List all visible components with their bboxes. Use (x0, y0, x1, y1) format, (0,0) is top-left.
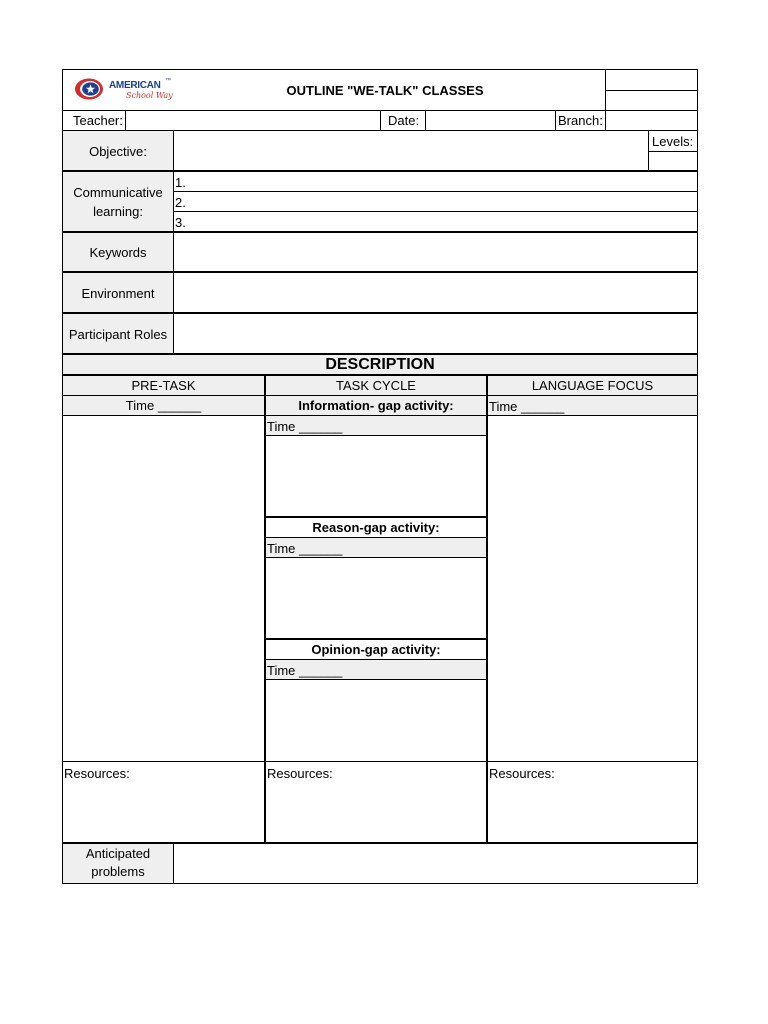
rule (265, 659, 487, 660)
environment-field[interactable] (174, 273, 697, 312)
participant-roles-field[interactable] (174, 314, 697, 353)
communicative-label (63, 172, 173, 232)
communicative-item-2[interactable]: 2. (175, 195, 186, 210)
keywords-label: Keywords (89, 245, 147, 260)
anticipated-line2: problems (91, 864, 145, 879)
pre-task-resources-label: Resources: (64, 766, 130, 781)
info-gap-activity-title: Information- gap activity: (298, 398, 454, 413)
communicative-label-line1: Communicative (73, 185, 163, 200)
teacher-field[interactable] (126, 111, 380, 130)
pre-task-time: Time ______ (125, 398, 202, 413)
task-cycle-resources-label: Resources: (267, 766, 333, 781)
branch-field[interactable] (606, 111, 698, 130)
objective-label: Objective: (89, 143, 147, 159)
participant-roles-label: Participant Roles (68, 326, 168, 342)
opinion-gap-activity-title: Opinion-gap activity: (311, 642, 441, 657)
reason-gap-activity-title: Reason-gap activity: (312, 520, 440, 535)
date-label: Date: (388, 113, 420, 128)
teacher-label: Teacher: (73, 113, 123, 128)
pre-task-content[interactable] (63, 416, 264, 761)
page-title: OUTLINE "WE-TALK" CLASSES (286, 82, 484, 98)
environment-label: Environment (81, 285, 155, 301)
levels-label: Levels: (652, 134, 694, 149)
language-focus-resources-label: Resources: (489, 766, 555, 781)
rule (605, 69, 606, 111)
communicative-label-line2: learning: (93, 204, 143, 219)
logo-trademark: ™ (165, 78, 171, 84)
logo (74, 76, 174, 104)
rule (173, 211, 698, 212)
opinion-gap-content[interactable] (266, 680, 486, 761)
column-header-language-focus: LANGUAGE FOCUS (531, 378, 654, 393)
description-title: DESCRIPTION (325, 356, 435, 373)
branch-label: Branch: (558, 113, 603, 128)
column-header-task-cycle: TASK CYCLE (336, 378, 416, 393)
rule (62, 761, 698, 762)
anticipated-problems-label (63, 843, 173, 883)
logo-subtitle: School Way (126, 91, 173, 100)
communicative-item-3[interactable]: 3. (175, 215, 186, 230)
anticipated-problems-field[interactable] (174, 844, 697, 883)
language-focus-content[interactable] (488, 416, 697, 761)
column-header-pre-task: PRE-TASK (131, 378, 196, 393)
rule (173, 191, 698, 192)
rule (605, 90, 698, 91)
logo-brand: AMERICAN (109, 80, 161, 91)
reason-gap-content[interactable] (266, 558, 486, 638)
objective-field[interactable] (174, 131, 648, 170)
info-gap-time: Time ______ (267, 419, 343, 434)
info-gap-content[interactable] (266, 436, 486, 516)
date-field[interactable] (426, 111, 555, 130)
keywords-field[interactable] (174, 233, 697, 271)
rule (555, 110, 556, 130)
communicative-item-1[interactable]: 1. (175, 175, 186, 190)
rule (265, 537, 487, 538)
anticipated-line1: Anticipated (85, 846, 151, 861)
language-focus-time: Time ______ (489, 399, 565, 414)
levels-field[interactable] (649, 152, 697, 170)
opinion-gap-time: Time ______ (267, 663, 343, 678)
reason-gap-time: Time ______ (267, 541, 343, 556)
star-circle-icon (74, 77, 104, 101)
rule (380, 110, 381, 130)
